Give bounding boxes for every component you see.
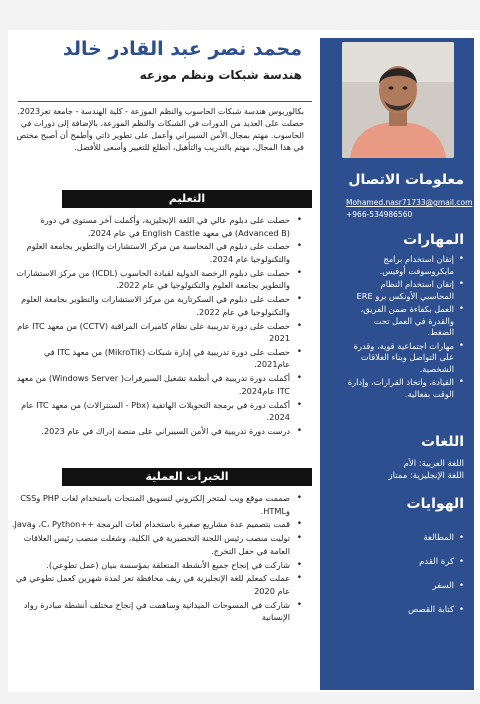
language-item: اللغة الإنجليزية: ممتاز <box>388 471 464 481</box>
education-item: • حصلت على دبلوم في المحاسبة من مركز الاستشارات والتطوير بجامعة العلوم والتكنولوجيا عام 2024. <box>10 240 304 265</box>
contact-heading: معلومات الاتصال <box>348 172 464 188</box>
experience-item: • شاركت في إنجاح جميع الأنشطة المتعلقة بمؤسسة بنيان (عمل تطوعي). <box>10 559 304 572</box>
skill-item: • إتقان استخدام برامج مايكروسوفت أوفيس. <box>346 254 464 277</box>
experience-item: • توليت منصب رئيس اللجنة التحضيرية في الكلية، وشغلت منصب رئيس العلاقات العامة في حفل التخرج. <box>10 532 304 557</box>
hobbies-heading: الهوايات <box>406 496 464 512</box>
experience-item: • قمت بتصميم عدة مشاريع صغيرة باستخدام لغات البرمجة ++C، Python، وJava. <box>10 518 304 531</box>
hobby-item: • كتابة القصص <box>344 604 464 628</box>
education-item: • حصلت على دبلوم في السكرتارية من مركز الاستشارات والتطوير بجامعة العلوم والتكنولوجيا في عام 2022. <box>10 293 304 318</box>
language-item: اللغة العربية: الأم <box>403 459 464 469</box>
hobby-item: • السفر <box>344 580 464 604</box>
experience-list <box>10 492 304 625</box>
skills-heading: المهارات <box>403 232 464 248</box>
hobby-item: • المطالعة <box>344 532 464 556</box>
hobby-item: • كرة القدم <box>344 556 464 580</box>
skills-list <box>346 254 464 402</box>
experience-item: • شاركت في المسوحات الميدانية وساهمت في إنجاح مختلف أنشطة مبادرة رواد الإنسانية <box>10 599 304 624</box>
profile-photo-image <box>342 42 454 158</box>
experience-item: • عملت كمعلم للغة الإنجليزية في ريف محافظة تعز لمدة شهرين كعمل تطوعي في عام 2020 <box>10 572 304 597</box>
education-item: • حصلت على دبلوم الرخصة الدولية لقيادة الحاسوب (ICDL) من مركز الاستشارات والتطوير بجامعة العلوم والتكنولوجيا في عام 2022. <box>10 267 304 292</box>
hobbies-list <box>344 532 464 628</box>
skill-item: • مهارات اجتماعية قوية، وقدرة على التواصل وبناء العلاقات الشخصية. <box>346 341 464 376</box>
contact-email[interactable]: Mohamed.nasr71733@gmail.com <box>346 198 473 207</box>
candidate-name: محمد نصر عبد القادر خالد <box>62 38 302 60</box>
experience-heading: الخبرات العملية <box>62 468 312 486</box>
education-item: • درست دورة تدريبية في الأمن السيبراني على منصة إدراك في عام 2023. <box>10 425 304 438</box>
education-item: • حصلت على دورة تدريبية على نظام كاميرات المراقبة (CCTV) من معهد ITC عام 2021 <box>10 320 304 345</box>
skill-item: • إتقان استخدام النظام المحاسبي الأونكس برو ERE <box>346 279 464 302</box>
contact-phone: +966-534986560 <box>346 210 413 219</box>
languages-list <box>344 458 464 482</box>
profile-summary: بكالوريوس هندسة شبكات الحاسوب والنظم الموزعة - كلية الهندسة - جامعة تعز2023. حصلت على العديد من الدورات في الشبكات والنظم الموزعة، بالإضافة إلى دورات في الحاسوب. مهتم بمجال الأمن السيبراني وأعمل على تطوير ذاتي وأطمح أن أصبح مختص في هذا المجال، مهتم بالتدريب والتأهيل، أتطلع للتغيير وأسعى للأفضل. <box>16 107 304 152</box>
sidebar <box>320 38 474 690</box>
education-list <box>10 214 304 439</box>
job-title: هندسة شبكات ونظم موزعه <box>139 68 302 82</box>
divider <box>18 101 312 102</box>
profile-photo <box>342 42 454 158</box>
languages-heading: اللغات <box>421 434 464 450</box>
skill-item: • العمل بكفاءة ضمن الفريق، والقدرة في العمل تحت الضغط. <box>346 304 464 339</box>
skill-item: • القيادة، واتخاذ القرارات، وإدارة الوقت بفعالية. <box>346 377 464 400</box>
education-item: • حصلت على دورة تدريبية في إدارة شبكات (MikroTik) من معهد ITC في عام2021. <box>10 346 304 371</box>
education-item: • حصلت على دبلوم عالي في اللغة الإنجليزية، وأكملت آخر مستوى في دورة (Advanced B) في معهد English Castle في عام 2024. <box>10 214 304 239</box>
education-heading: التعليم <box>62 190 312 208</box>
education-item: • أكملت دورة في برمجة التحويلات الهاتفية (Pbx - السنترالات) من معهد ITC عام 2024. <box>10 399 304 424</box>
education-item: • أكملت دورة تدريبية في أنظمة تشغيل السيرفرات( Windows Server) من معهد ITC عام2024. <box>10 372 304 397</box>
experience-item: • صممت موقع ويب لمتجر إلكتروني لتسويق المنتجات باستخدام لغات PHP وCSS وHTML. <box>10 492 304 517</box>
